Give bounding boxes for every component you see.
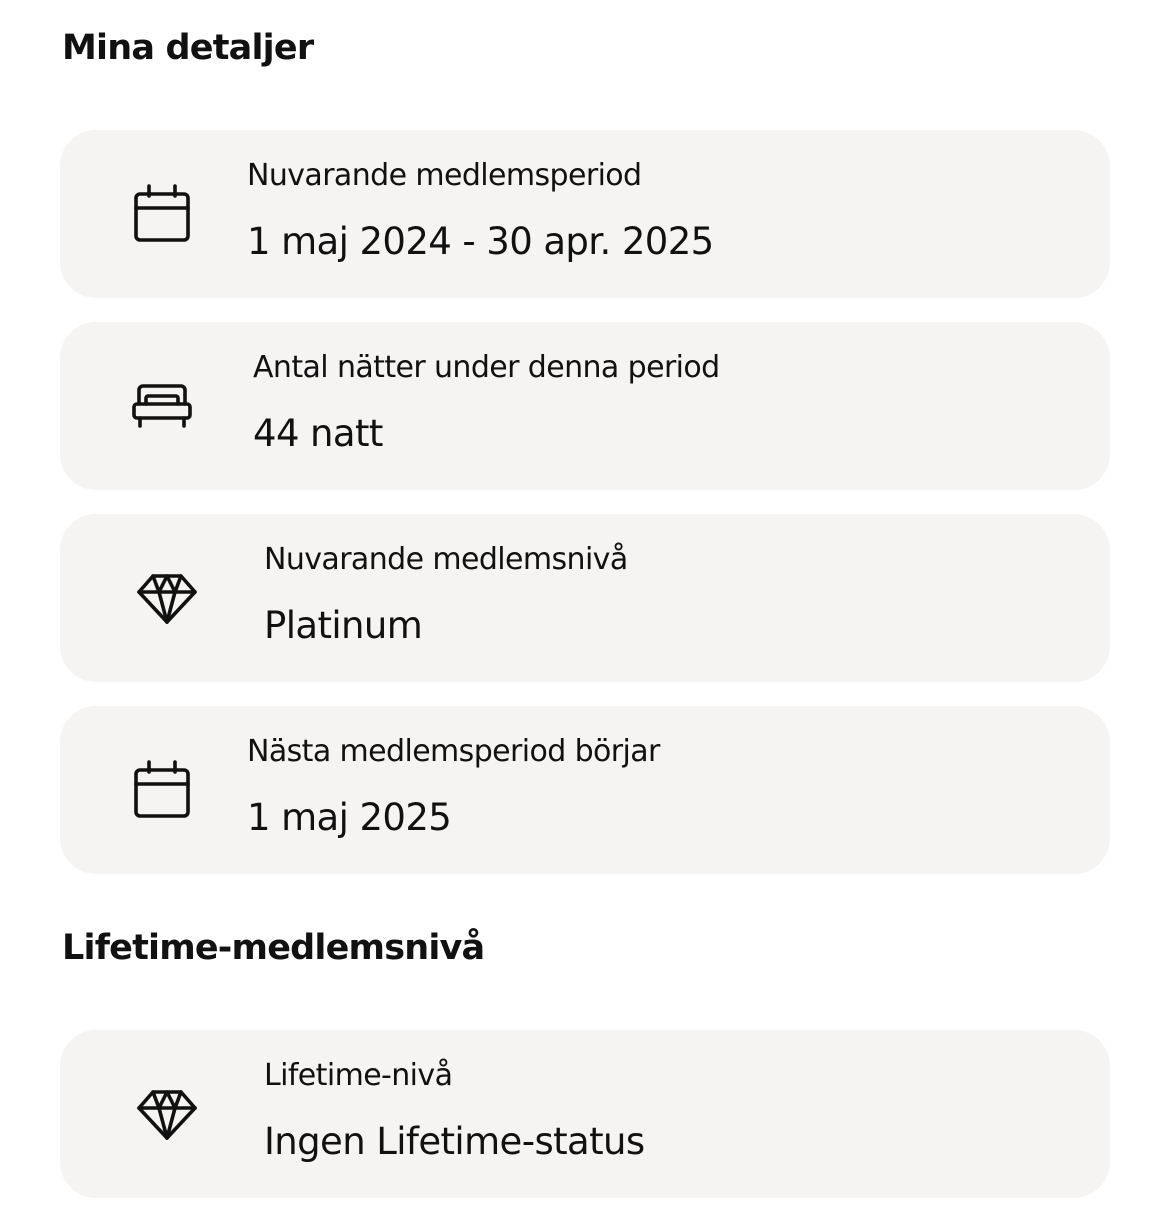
card-nights-this-period	[60, 322, 1110, 490]
section-title-lifetime-level: Lifetime-medlemsnivå	[62, 928, 485, 968]
diamond-icon	[135, 566, 199, 630]
card-label: Lifetime-nivå	[264, 1058, 453, 1093]
card-lifetime-level	[60, 1030, 1110, 1198]
card-value: 1 maj 2024 - 30 apr. 2025	[247, 220, 714, 263]
card-label: Nuvarande medlemsnivå	[264, 542, 628, 577]
card-value: 1 maj 2025	[247, 796, 452, 839]
section-title-my-details: Mina detaljer	[62, 28, 314, 68]
card-current-membership-level	[60, 514, 1110, 682]
card-current-membership-period	[60, 130, 1110, 298]
card-label: Antal nätter under denna period	[253, 350, 720, 385]
calendar-icon	[130, 182, 194, 246]
card-next-membership-period	[60, 706, 1110, 874]
calendar-icon	[130, 758, 194, 822]
card-label: Nästa medlemsperiod börjar	[247, 734, 660, 769]
card-value: Ingen Lifetime-status	[264, 1120, 645, 1163]
card-value: Platinum	[264, 604, 423, 647]
card-label: Nuvarande medlemsperiod	[247, 158, 642, 193]
card-value: 44 natt	[253, 412, 383, 455]
bed-icon	[130, 374, 194, 438]
diamond-icon	[135, 1082, 199, 1146]
